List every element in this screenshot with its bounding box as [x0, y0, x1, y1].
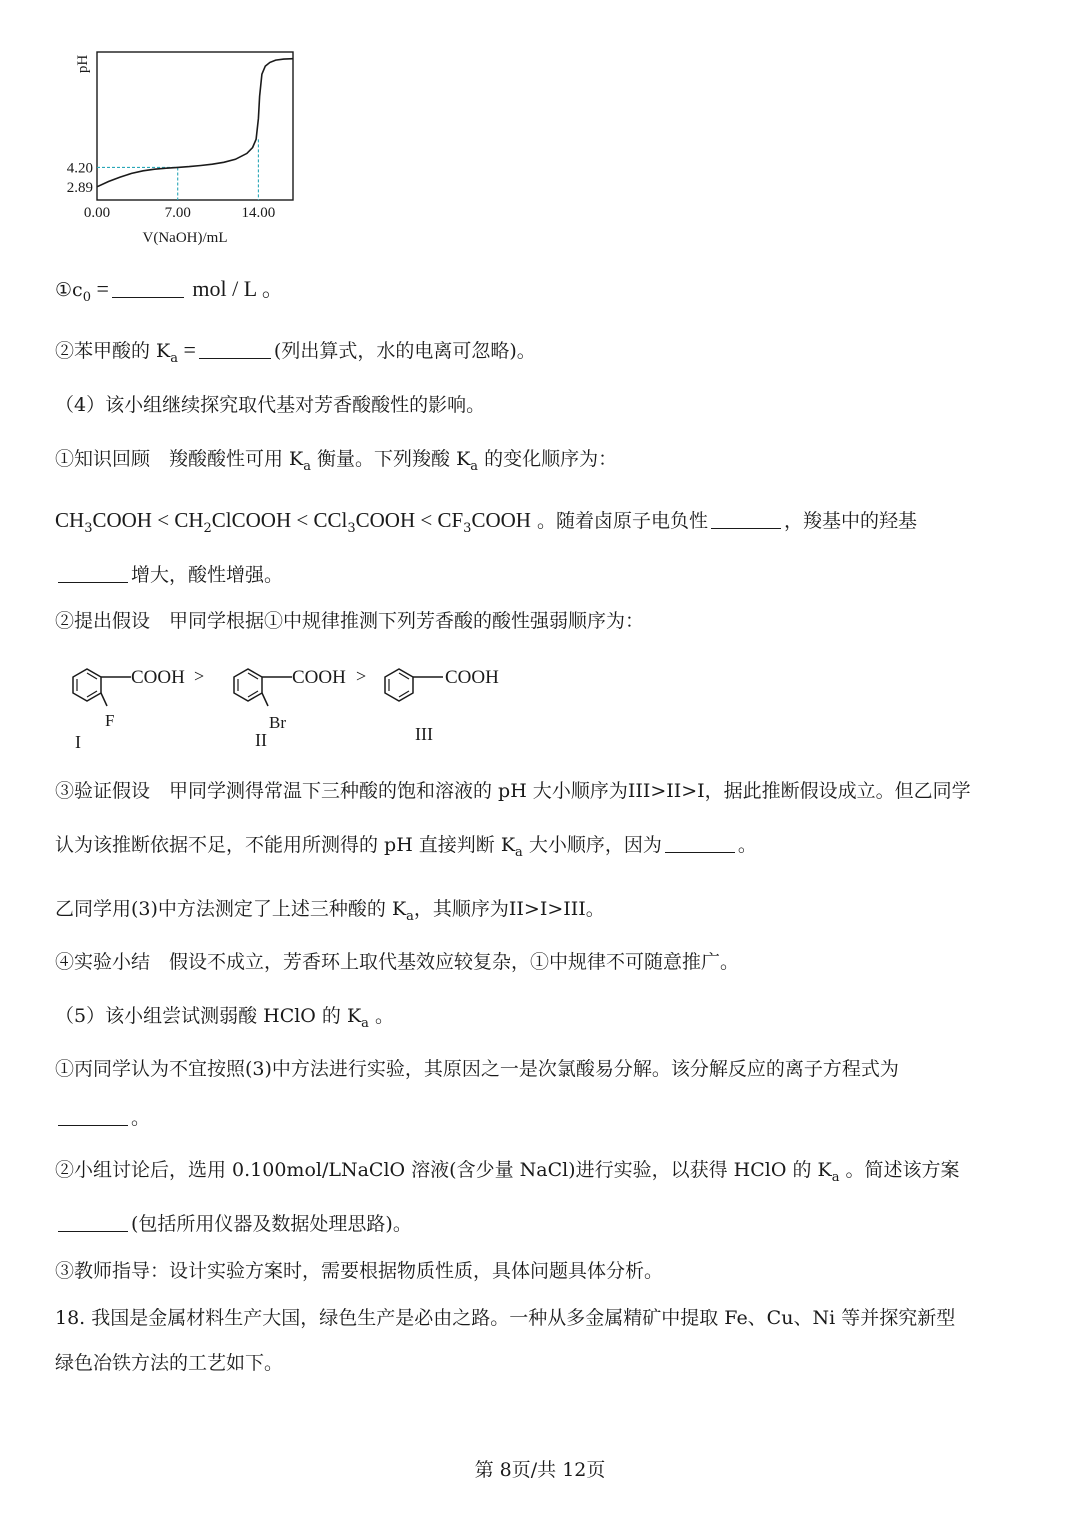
q4-p1-c: 的变化顺序为：: [478, 448, 618, 470]
q5-p2-line2: [55, 1211, 412, 1237]
answer-blank[interactable]: [112, 279, 184, 298]
answer-blank[interactable]: [58, 564, 128, 583]
q4-heading: （4）该小组继续探究取代基对芳香酸酸性的影响。: [55, 394, 486, 416]
cooh-label: COOH: [445, 667, 499, 688]
titration-chart: [55, 40, 315, 250]
q4-p1-sub1: a: [303, 459, 312, 474]
answer-blank[interactable]: [711, 510, 781, 529]
q3-item2-suffix: (列出算式，水的电离可忽略)。: [273, 340, 536, 362]
q5-p2-line1: [55, 1157, 960, 1183]
q3-item2: [55, 337, 536, 364]
q5-p2-line2-text: (包括所用仪器及数据处理思路)。: [131, 1213, 412, 1235]
q4-p3-line3-b: ，其顺序为II>I>III。: [413, 898, 605, 920]
q3-item1-unit: mol / L 。: [186, 276, 284, 301]
q4-p2: ②提出假设 甲同学根据①中规律推测下列芳香酸的酸性强弱顺序为：: [55, 610, 645, 632]
answer-blank[interactable]: [199, 340, 271, 359]
q18-line1: 18. 我国是金属材料生产大国，绿色生产是必由之路。一种从多金属精矿中提取 Fe、Cu、Ni 等并探究新型: [55, 1307, 956, 1329]
cooh-label: COOH: [131, 667, 185, 688]
q3-item2-prefix: ②苯甲酸的 K: [55, 340, 171, 362]
q4-p3-line3: [55, 896, 605, 922]
eq-part: COOH: [471, 508, 531, 532]
q3-item2-sub: a: [170, 351, 178, 366]
ka-sub: a: [515, 845, 523, 860]
x-tick-label: 0.00: [83, 205, 111, 221]
answer-blank[interactable]: [665, 834, 735, 853]
q3-item2-eq: =: [178, 337, 196, 362]
q5-p3: ③教师指导：设计实验方案时，需要根据物质性质，具体问题具体分析。: [55, 1260, 664, 1282]
greater-than: >: [356, 666, 367, 686]
eq-sub: 3: [463, 521, 472, 536]
label-I: I: [75, 732, 81, 752]
q5-p2-line1-a: ②小组讨论后，选用 0.100mol/LNaClO 溶液(含少量 NaCl)进行实验，以获得 HClO 的 K: [55, 1159, 832, 1181]
q4-p3-line2-a: 认为该推断依据不足，不能用所测得的 pH 直接判断 K: [55, 834, 516, 856]
eq-tail-b: ，羧基中的羟基: [784, 510, 918, 532]
x-tick-label: 7.00: [164, 205, 191, 221]
structure-I: [73, 667, 185, 752]
q5-p1-line2: [55, 1105, 150, 1131]
q4-p1-end: [55, 562, 283, 588]
eq-part: COOH < CF: [355, 508, 464, 532]
y-tick-label: 2.89: [66, 179, 93, 196]
eq-tail-a: 。随着卤原子电负性: [530, 510, 708, 532]
q4-p3-line2: [55, 832, 757, 858]
greater-than: >: [194, 666, 205, 686]
q4-p1-sub2: a: [470, 459, 479, 474]
q5-heading: [55, 1003, 394, 1029]
q4-p3-line2-b: 大小顺序，因为: [522, 834, 662, 856]
label-III: III: [415, 724, 433, 744]
ka-sub: a: [406, 909, 414, 924]
q5-heading-b: 。: [368, 1005, 394, 1027]
ka-sub: a: [831, 1170, 840, 1185]
q4-p1-b: 衡量。下列羧酸 K: [311, 448, 471, 470]
y-tick-label: 4.20: [66, 160, 93, 177]
titration-curve: [97, 59, 293, 187]
q3-item1-eq: =: [90, 276, 109, 301]
q4-p4: ④实验小结 假设不成立，芳香环上取代基效应较复杂，①中规律不可随意推广。: [55, 951, 740, 973]
q3-item1-sub: 0: [82, 290, 91, 305]
aromatic-acid-structures: [55, 648, 525, 753]
eq-sub: 2: [203, 521, 212, 536]
answer-blank[interactable]: [58, 1213, 128, 1232]
q4-p1: [55, 446, 617, 472]
q5-p1-line2-end: 。: [131, 1107, 151, 1129]
page-footer: 第 8页/共 12页: [474, 1459, 606, 1481]
plot-frame: [97, 52, 293, 200]
eq-part: ClCOOH < CCl: [211, 508, 348, 532]
ka-sub: a: [361, 1016, 369, 1031]
eq-part: COOH < CH: [92, 508, 204, 532]
x-tick-label: 14.00: [241, 205, 276, 221]
eq-sub: 3: [84, 521, 93, 536]
q4-p3-line2-end: 。: [737, 834, 757, 856]
q4-p1-end-text: 增大，酸性增强。: [131, 564, 284, 586]
q3-item1: [55, 276, 284, 303]
q18-line2: 绿色冶铁方法的工艺如下。: [55, 1352, 284, 1374]
y-axis-label: pH: [75, 54, 91, 74]
structure-III: [385, 667, 499, 744]
eq-sub: 3: [347, 521, 356, 536]
q4-p3-line3-a: 乙同学用(3)中方法测定了上述三种酸的 K: [55, 898, 407, 920]
q4-equation-line: [55, 507, 917, 534]
x-axis-label: V(NaOH)/mL: [142, 230, 228, 246]
q5-p1-line1: ①丙同学认为不宜按照(3)中方法进行实验，其原因之一是次氯酸易分解。该分解反应的离子方程式为: [55, 1058, 899, 1080]
q5-p2-line1-b: 。简述该方案: [839, 1159, 960, 1181]
answer-blank[interactable]: [58, 1107, 128, 1126]
q5-heading-a: （5）该小组尝试测弱酸 HClO 的 K: [55, 1005, 362, 1027]
q3-item1-prefix: ①c: [55, 279, 83, 301]
bromo-label: Br: [269, 713, 286, 732]
q4-p3-line1: ③验证假设 甲同学测得常温下三种酸的饱和溶液的 pH 大小顺序为III>II>I，据此推断假设成立。但乙同学: [55, 780, 971, 802]
structure-II: [234, 667, 346, 750]
cooh-label: COOH: [292, 667, 346, 688]
label-II: II: [255, 730, 267, 750]
eq-part: CH: [55, 508, 85, 532]
fluoro-label: F: [105, 711, 115, 730]
q4-p1-a: ①知识回顾 羧酸酸性可用 K: [55, 448, 304, 470]
